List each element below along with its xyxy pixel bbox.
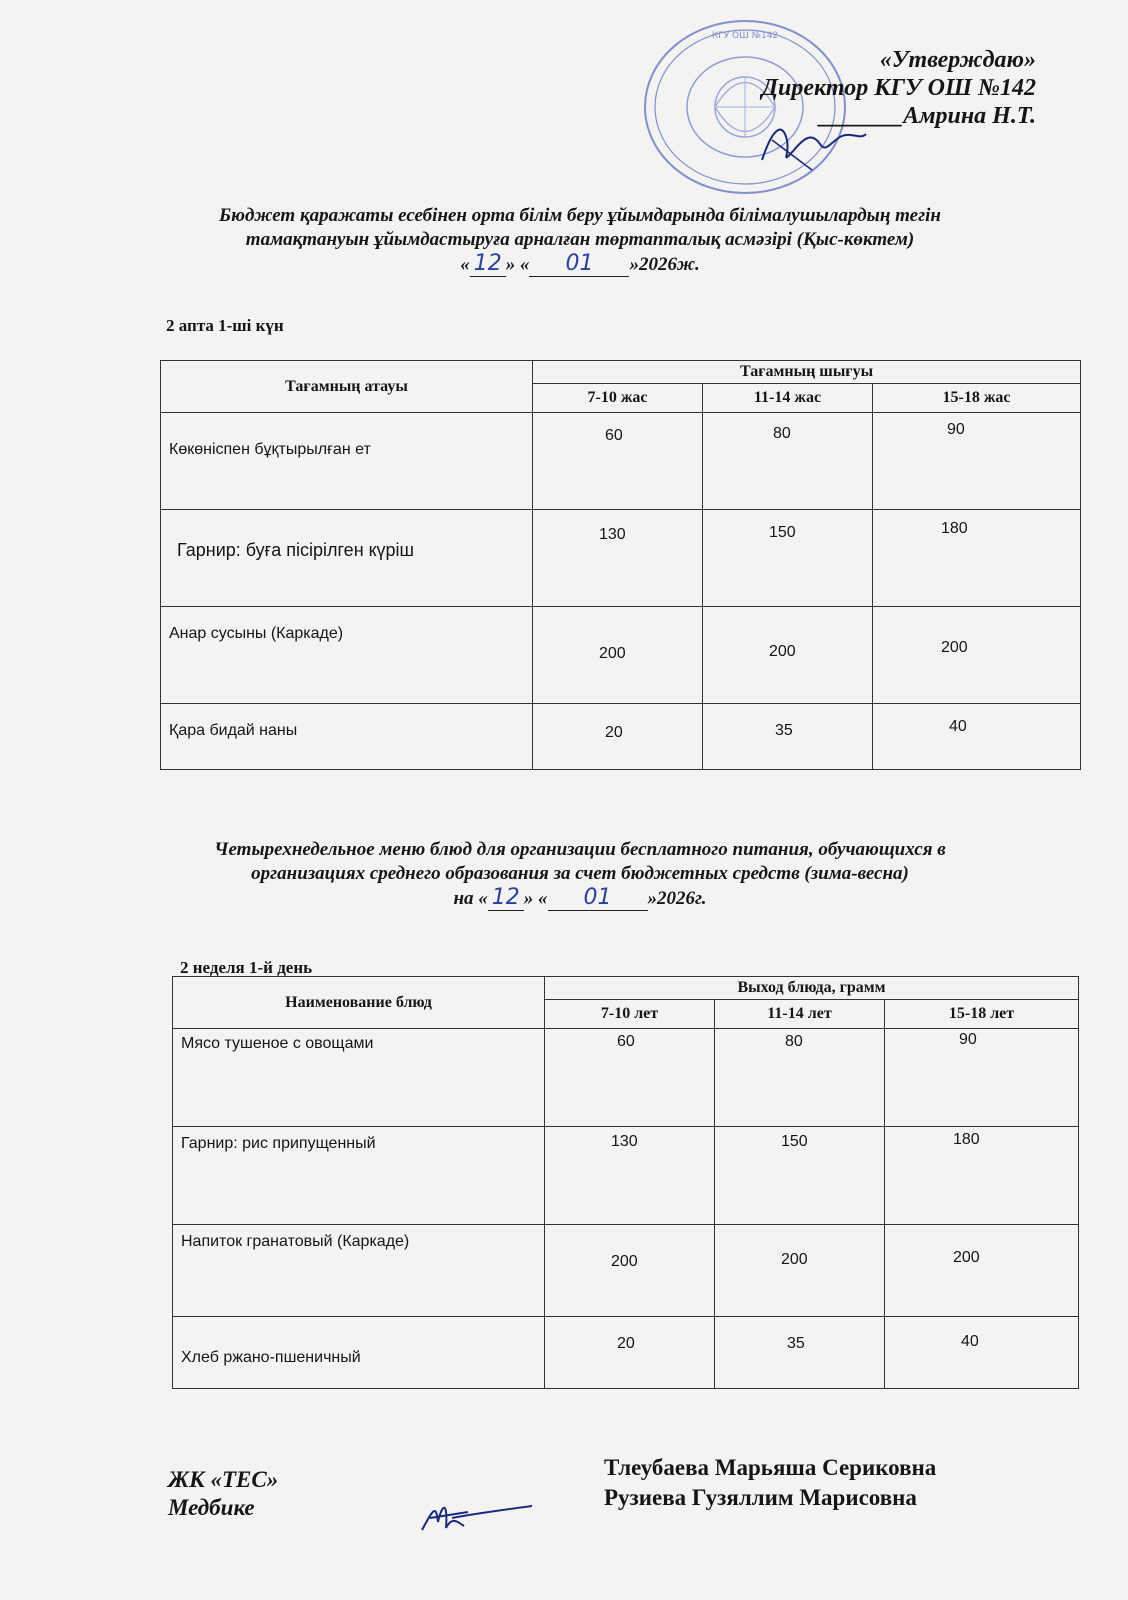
table-row (161, 413, 1081, 510)
dish-name: Анар сусыны (Каркаде) (169, 625, 344, 642)
yield-value: 90 (947, 421, 965, 438)
kz-title-line2: тамақтануын ұйымдастыруға арналған төртапталық асмәзірі (Қыс-көктем) (245, 229, 915, 250)
director-signature (742, 110, 872, 174)
yield-value: 35 (787, 1335, 805, 1352)
ru-menu-table (172, 976, 1079, 1389)
yield-value: 60 (617, 1033, 635, 1050)
kz-date-day: 12 (470, 252, 506, 277)
table-row (173, 1317, 1079, 1389)
approval-signer-name: Амрина Н.Т. (903, 103, 1036, 129)
approval-position: Директор КГУ ОШ №142 (761, 75, 1036, 101)
dish-name: Мясо тушеное с овощами (181, 1035, 374, 1052)
approval-signature-blank: _______ (819, 103, 904, 129)
kz-title-line1: Бюджет қаражаты есебінен орта білім беру ұйымдарында білімалушылардың тегін (219, 205, 941, 226)
kz-date-suffix: »2026ж. (629, 254, 700, 275)
footer-org (168, 1466, 278, 1522)
kz-age-group: 15-18 жас (873, 384, 1081, 413)
kz-date: « 12 » « 01 »2026ж. (460, 251, 700, 276)
ru-date: на « 12 » « 01 »2026г. (453, 885, 707, 910)
yield-value: 200 (953, 1249, 980, 1266)
ru-header-yield: Выход блюда, грамм (545, 977, 1079, 1000)
ru-date-day: 12 (488, 886, 524, 911)
responsible-name-1: Тлеубаева Марьяша Сериковна (604, 1455, 937, 1480)
dish-name: Гарнир: буға пісірілген күріш (177, 540, 414, 560)
yield-value: 130 (599, 526, 626, 543)
ru-date-prefix: на « (453, 888, 488, 909)
kz-age-group: 7-10 жас (533, 384, 703, 413)
ru-day-label: 2 неделя 1-й день (180, 958, 313, 977)
yield-value: 20 (605, 724, 623, 741)
kz-header-yield: Тағамның шығуы (533, 361, 1081, 384)
ru-age-group: 7-10 лет (545, 1000, 715, 1029)
dish-name: Хлеб ржано-пшеничный (181, 1349, 361, 1366)
yield-value: 200 (769, 643, 796, 660)
table-row (161, 607, 1081, 704)
yield-value: 80 (785, 1033, 803, 1050)
yield-value: 150 (781, 1133, 808, 1150)
ru-title-line1: Четырехнедельное меню блюд для организации бесплатного питания, обучающихся в (214, 839, 946, 860)
table-row (161, 704, 1081, 770)
yield-value: 80 (773, 425, 791, 442)
table-row (173, 1029, 1079, 1127)
dish-name: Гарнир: рис припущенный (181, 1135, 376, 1152)
ru-date-suffix: »2026г. (647, 888, 707, 909)
ru-date-month: 01 (548, 886, 648, 911)
dish-name: Көкөніспен бұқтырылған ет (169, 441, 371, 458)
table-row (173, 1225, 1079, 1317)
footer-org-line2: Медбике (168, 1495, 255, 1520)
approval-heading: «Утверждаю» (879, 47, 1036, 73)
stamp-text: КГУ ОШ №142 (711, 31, 779, 41)
yield-value: 40 (961, 1333, 979, 1350)
ru-title (120, 838, 1040, 911)
yield-value: 35 (775, 722, 793, 739)
yield-value: 90 (959, 1031, 977, 1048)
kz-header-name: Тағамның атауы (161, 361, 533, 413)
ru-title-line2: организациях среднего образования за счет бюджетных средств (зима-весна) (251, 863, 909, 884)
footer-org-line1: ЖК «ТЕС» (168, 1467, 279, 1492)
ru-age-group: 11-14 лет (715, 1000, 885, 1029)
yield-value: 40 (949, 718, 967, 735)
ru-header-name: Наименование блюд (173, 977, 545, 1029)
yield-value: 130 (611, 1133, 638, 1150)
yield-value: 200 (611, 1253, 638, 1270)
table-row (173, 1127, 1079, 1225)
yield-value: 200 (941, 639, 968, 656)
kz-age-group: 11-14 жас (703, 384, 873, 413)
kz-day-label: 2 апта 1-ші күн (166, 316, 284, 335)
yield-value: 180 (953, 1131, 980, 1148)
responsible-name-2: Рузиева Гузяллим Марисовна (604, 1485, 917, 1510)
kz-title (120, 204, 1040, 277)
yield-value: 180 (941, 520, 968, 537)
yield-value: 60 (605, 427, 623, 444)
kz-menu-table (160, 360, 1081, 770)
nurse-signature (412, 1492, 542, 1542)
kz-date-month: 01 (529, 252, 629, 277)
responsible-names (604, 1453, 936, 1513)
yield-value: 150 (769, 524, 796, 541)
dish-name: Қара бидай наны (169, 722, 298, 739)
dish-name: Напиток гранатовый (Каркаде) (181, 1233, 410, 1250)
yield-value: 20 (617, 1335, 635, 1352)
ru-age-group: 15-18 лет (885, 1000, 1079, 1029)
yield-value: 200 (781, 1251, 808, 1268)
yield-value: 200 (599, 645, 626, 662)
table-row (161, 510, 1081, 607)
